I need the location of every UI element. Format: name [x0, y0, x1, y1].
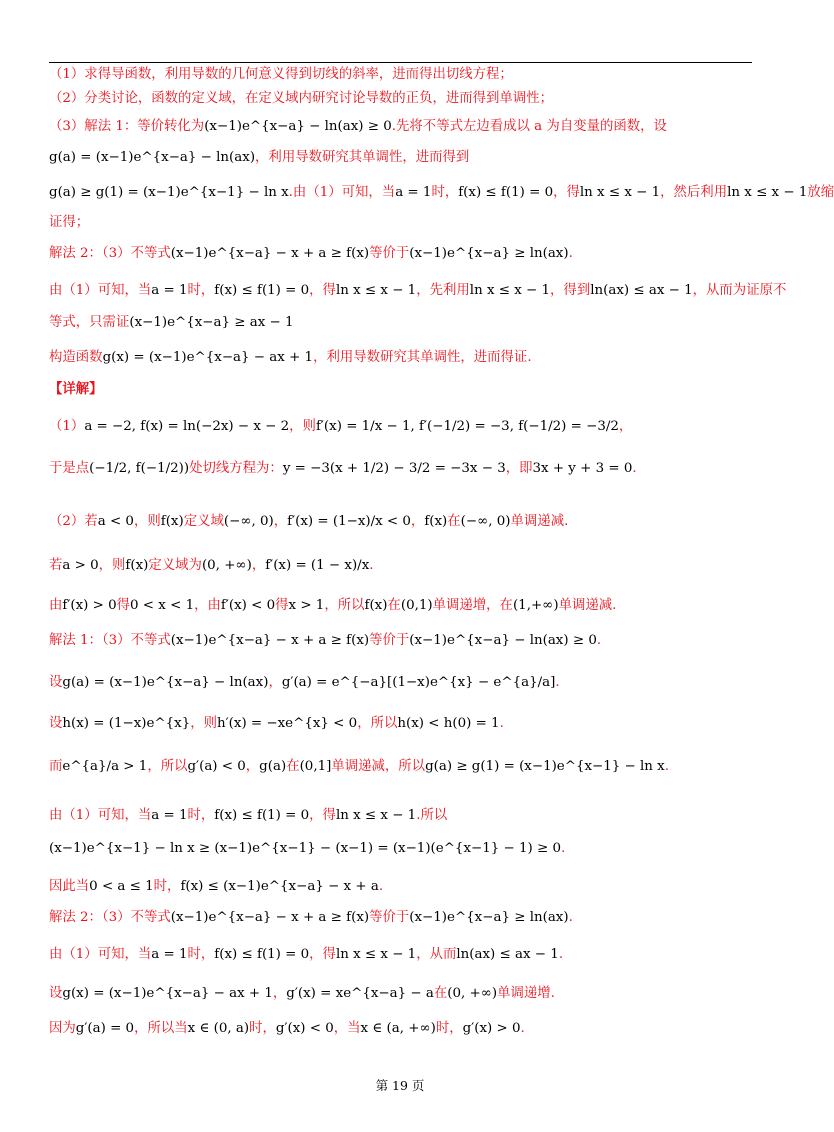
text-segment: （2）若	[49, 514, 98, 529]
text-segment: ，则	[190, 716, 218, 731]
math-formula: f′(x) > 0	[62, 598, 117, 613]
math-formula: h(x) < h(0) = 1	[397, 716, 500, 731]
text-segment: .	[378, 879, 384, 894]
math-formula: e^{a}/a > 1	[62, 759, 148, 774]
math-formula: f(x)	[424, 514, 448, 529]
text-segment: 因为	[49, 1021, 76, 1036]
math-formula: g(x) = (x−1)e^{x−a} − ax + 1	[102, 350, 314, 365]
text-segment: ，所以当	[134, 1021, 188, 1036]
text-line	[49, 805, 761, 827]
text-segment: ，则	[98, 558, 126, 573]
text-line	[49, 838, 761, 860]
text-segment: 【详解】	[49, 381, 103, 397]
text-segment: ，得	[309, 947, 336, 962]
text-segment: 等价于	[369, 633, 410, 648]
math-formula: (0, +∞)	[201, 558, 252, 573]
math-formula: g(a)	[259, 759, 287, 774]
math-formula: (x−1)e^{x−1} − ln x ≥ (x−1)e^{x−1} − (x−1) = (x−1)(e^{x−1} − 1) ≥ 0	[49, 841, 561, 856]
math-formula: x ∈ (0, a)	[187, 1021, 250, 1036]
text-segment: .	[568, 910, 573, 925]
text-segment: 若	[49, 558, 63, 573]
text-segment: ，从而为证原不	[692, 283, 787, 298]
math-formula: f′(x) < 0	[220, 598, 276, 613]
text-line	[49, 182, 834, 204]
text-segment: （3）解法 1：等价转化为	[49, 119, 205, 134]
math-formula: g(a) ≥ g(1) = (x−1)e^{x−1} − ln x	[49, 185, 289, 200]
text-segment: 等式，只需证	[49, 315, 130, 330]
text-segment: 单调递减，所以	[331, 759, 426, 774]
text-segment: ，	[245, 759, 260, 774]
math-formula: f(x)	[160, 514, 184, 529]
text-segment: 等价于	[369, 910, 410, 925]
text-line	[49, 378, 761, 401]
math-formula: (x−1)e^{x−a} − ln(ax) ≥ 0	[409, 633, 597, 648]
text-line	[49, 907, 761, 929]
text-segment: 设	[49, 675, 63, 690]
math-formula: f′(x) = (1 − x)/x	[265, 558, 370, 573]
text-segment: 得	[116, 598, 131, 613]
math-formula: ln x ≤ x − 1	[727, 185, 808, 200]
math-formula: (0,1)	[400, 598, 433, 613]
text-line	[49, 88, 761, 110]
math-formula: x > 1	[288, 598, 325, 613]
text-segment: ，	[273, 514, 288, 529]
text-segment: ，所以	[324, 598, 365, 613]
math-formula: f(x)	[364, 598, 388, 613]
math-formula: (x−1)e^{x−a} ≥ ln(ax)	[409, 910, 569, 925]
text-segment: ，	[272, 986, 287, 1001]
text-segment: .	[632, 461, 637, 476]
text-segment: ，当	[333, 1021, 361, 1036]
text-segment: 解法 2：（3）不等式	[49, 910, 171, 925]
text-segment: 时，	[187, 947, 215, 962]
math-formula: (−∞, 0)	[460, 514, 511, 529]
text-segment: 而	[49, 759, 63, 774]
text-segment: 由（1）可知，当	[49, 947, 152, 962]
text-segment: .	[369, 558, 374, 573]
text-line	[49, 64, 761, 86]
math-formula: (x−1)e^{x−a} − x + a ≥ f(x)	[170, 633, 370, 648]
math-formula: g(x) = (x−1)e^{x−a} − ax + 1	[62, 986, 273, 1001]
math-formula: ln(ax) ≤ ax − 1	[590, 283, 693, 298]
text-segment: 时，	[153, 879, 181, 894]
text-line	[49, 511, 761, 533]
math-formula: f(x) ≤ f(1) = 0	[214, 947, 310, 962]
math-formula: a = −2, f(x) = ln(−2x) − x − 2	[84, 419, 290, 434]
math-formula: a = 1	[395, 185, 432, 200]
text-segment: 由（1）可知，当	[49, 283, 152, 298]
text-segment: .	[568, 246, 573, 261]
text-segment: ，则	[289, 419, 316, 434]
text-line	[49, 458, 761, 480]
math-formula: 0 < a ≤ 1	[89, 879, 154, 894]
text-segment: ，得	[309, 283, 336, 298]
text-segment: 在	[387, 598, 401, 613]
math-formula: ln(ax) ≤ ax − 1	[456, 947, 559, 962]
text-line	[49, 595, 761, 617]
text-segment: 设	[49, 986, 63, 1001]
text-segment: ，则	[133, 514, 161, 529]
text-line	[49, 147, 761, 169]
text-line	[49, 983, 761, 1005]
text-segment: ，	[251, 558, 266, 573]
text-line	[49, 672, 761, 694]
text-segment: 时，	[249, 1021, 276, 1036]
text-segment: 由（1）可知，当	[49, 808, 152, 823]
text-segment: .	[499, 716, 504, 731]
text-segment: ，先利用	[416, 283, 470, 298]
text-segment: 单调递减.	[558, 598, 617, 613]
math-formula: ln x ≤ x − 1	[469, 283, 551, 298]
text-segment: .先将不等式左边看成以 a 为自变量的函数，设	[391, 119, 667, 134]
text-segment: 设	[49, 716, 63, 731]
text-line	[49, 212, 761, 234]
text-segment: 因此当	[49, 879, 90, 894]
text-segment: 时，	[431, 185, 459, 200]
text-segment: ，得	[553, 185, 580, 200]
text-line	[49, 347, 761, 369]
text-segment: ，得到	[550, 283, 591, 298]
text-line	[49, 280, 787, 302]
math-formula: g(a) = (x−1)e^{x−a} − ln(ax)	[49, 150, 256, 165]
math-formula: g′(x) > 0	[462, 1021, 521, 1036]
math-formula: h(x) = (1−x)e^{x}	[62, 716, 191, 731]
text-segment: 单调递减.	[510, 514, 569, 529]
math-formula: ln x ≤ x − 1	[335, 947, 417, 962]
text-line	[49, 713, 761, 735]
math-formula: g(a) ≥ g(1) = (x−1)e^{x−1} − ln x	[425, 759, 665, 774]
text-segment: .	[596, 633, 602, 648]
math-formula: (x−1)e^{x−a} − x + a ≥ f(x)	[170, 910, 370, 925]
text-segment: .	[558, 947, 564, 962]
text-segment: 单调递增，在	[432, 598, 513, 613]
math-formula: f(x) ≤ (x−1)e^{x−a} − x + a	[180, 879, 379, 894]
text-segment: .	[664, 759, 669, 774]
math-formula: x ∈ (a, +∞)	[360, 1021, 436, 1036]
text-line	[49, 944, 761, 966]
text-segment: 构造函数	[49, 350, 103, 365]
math-formula: f(x) ≤ f(1) = 0	[214, 283, 310, 298]
page-number: 第 19 页	[375, 1078, 425, 1093]
text-line	[49, 312, 761, 334]
math-formula: (0,1]	[299, 759, 332, 774]
text-segment: （1）求得导函数，利用导数的几何意义得到切线的斜率，进而得出切线方程；	[49, 67, 513, 82]
text-segment: 解法 1：（3）不等式	[49, 633, 171, 648]
text-segment: 定义域为	[148, 558, 202, 573]
text-segment: 放缩	[807, 185, 834, 200]
text-line	[49, 243, 761, 265]
text-segment: ，	[268, 675, 282, 690]
text-segment: 解法 2：（3）不等式	[49, 246, 171, 261]
math-formula: (1,+∞)	[512, 598, 559, 613]
text-segment: 时，	[435, 1021, 463, 1036]
math-formula: 0 < x < 1	[130, 598, 195, 613]
text-segment: .	[520, 1021, 525, 1036]
math-formula: g′(a) < 0	[187, 759, 246, 774]
math-formula: f(x) ≤ f(1) = 0	[214, 808, 310, 823]
text-segment: 定义域	[183, 514, 224, 529]
text-segment: 在	[286, 759, 300, 774]
text-segment: .	[560, 841, 566, 856]
text-segment: 在	[447, 514, 461, 529]
math-formula: (−1/2, f(−1/2))	[89, 461, 190, 476]
text-line	[49, 756, 761, 778]
text-segment: ，所以	[357, 716, 398, 731]
math-formula: a = 1	[151, 947, 188, 962]
math-formula: a = 1	[151, 283, 188, 298]
text-segment: ，即	[505, 461, 533, 476]
text-segment: .由（1）可知，当	[288, 185, 396, 200]
math-formula: g′(x) = xe^{x−a} − a	[286, 986, 434, 1001]
math-formula: ln x ≤ x − 1	[579, 185, 661, 200]
math-formula: g(a) = (x−1)e^{x−a} − ln(ax)	[62, 675, 269, 690]
math-formula: a < 0	[97, 514, 134, 529]
math-formula: ln x ≤ x − 1	[335, 808, 417, 823]
math-formula: (x−1)e^{x−a} ≥ ax − 1	[129, 315, 294, 330]
math-formula: g′(x) < 0	[275, 1021, 334, 1036]
text-segment: 时，	[187, 808, 215, 823]
math-formula: a = 1	[151, 808, 188, 823]
text-segment: ，然后利用	[660, 185, 728, 200]
text-segment: 证得；	[49, 215, 90, 230]
text-segment: 由	[49, 598, 63, 613]
text-segment: （2）分类讨论，函数的定义域，在定义域内研究讨论导数的正负，进而得到单调性；	[49, 91, 553, 106]
text-segment: 单调递增.	[497, 986, 555, 1001]
text-line	[49, 416, 761, 438]
math-formula: (x−1)e^{x−a} − ln(ax) ≥ 0	[204, 119, 392, 134]
text-segment: 于是点	[49, 461, 90, 476]
text-segment: 处切线方程为：	[189, 461, 283, 476]
text-line	[49, 116, 761, 138]
text-segment: ，	[410, 514, 425, 529]
text-segment: ，利用导数研究其单调性，进而得证.	[313, 350, 532, 365]
text-line	[49, 630, 761, 652]
math-formula: (x−1)e^{x−a} ≥ ln(ax)	[409, 246, 569, 261]
text-segment: ，	[618, 419, 633, 434]
math-formula: (0, +∞)	[447, 986, 498, 1001]
text-segment: ，由	[194, 598, 221, 613]
text-segment: .所以	[416, 808, 448, 823]
math-formula: f(x)	[125, 558, 149, 573]
math-formula: g′(a) = 0	[75, 1021, 135, 1036]
text-line	[49, 876, 761, 898]
text-segment: ，得	[309, 808, 336, 823]
text-segment: （1）	[49, 419, 85, 434]
text-segment: ，从而	[416, 947, 457, 962]
math-formula: f′(x) = (1−x)/x < 0	[287, 514, 411, 529]
math-formula: (x−1)e^{x−a} − x + a ≥ f(x)	[170, 246, 370, 261]
math-formula: h′(x) = −xe^{x} < 0	[217, 716, 358, 731]
text-segment: 等价于	[369, 246, 410, 261]
math-formula: f′(x) = 1/x − 1, f′(−1/2) = −3, f(−1/2) = −3/2	[315, 419, 619, 434]
text-segment: 得	[275, 598, 289, 613]
text-line	[49, 1018, 761, 1040]
text-segment: ，利用导数研究其单调性，进而得到	[255, 150, 470, 165]
text-segment: 在	[433, 986, 448, 1001]
math-formula: (−∞, 0)	[223, 514, 274, 529]
math-formula: f(x) ≤ f(1) = 0	[458, 185, 554, 200]
math-formula: g′(a) = e^{−a}[(1−x)e^{x} − e^{a}/a]	[281, 675, 556, 690]
math-formula: 3x + y + 3 = 0	[532, 461, 633, 476]
math-formula: y = −3(x + 1/2) − 3/2 = −3x − 3	[282, 461, 506, 476]
text-segment: .	[555, 675, 560, 690]
math-formula: a > 0	[62, 558, 99, 573]
header-rule	[49, 62, 752, 63]
text-line	[49, 555, 761, 577]
text-segment: 时，	[187, 283, 215, 298]
text-segment: ，所以	[147, 759, 188, 774]
math-formula: ln x ≤ x − 1	[335, 283, 417, 298]
